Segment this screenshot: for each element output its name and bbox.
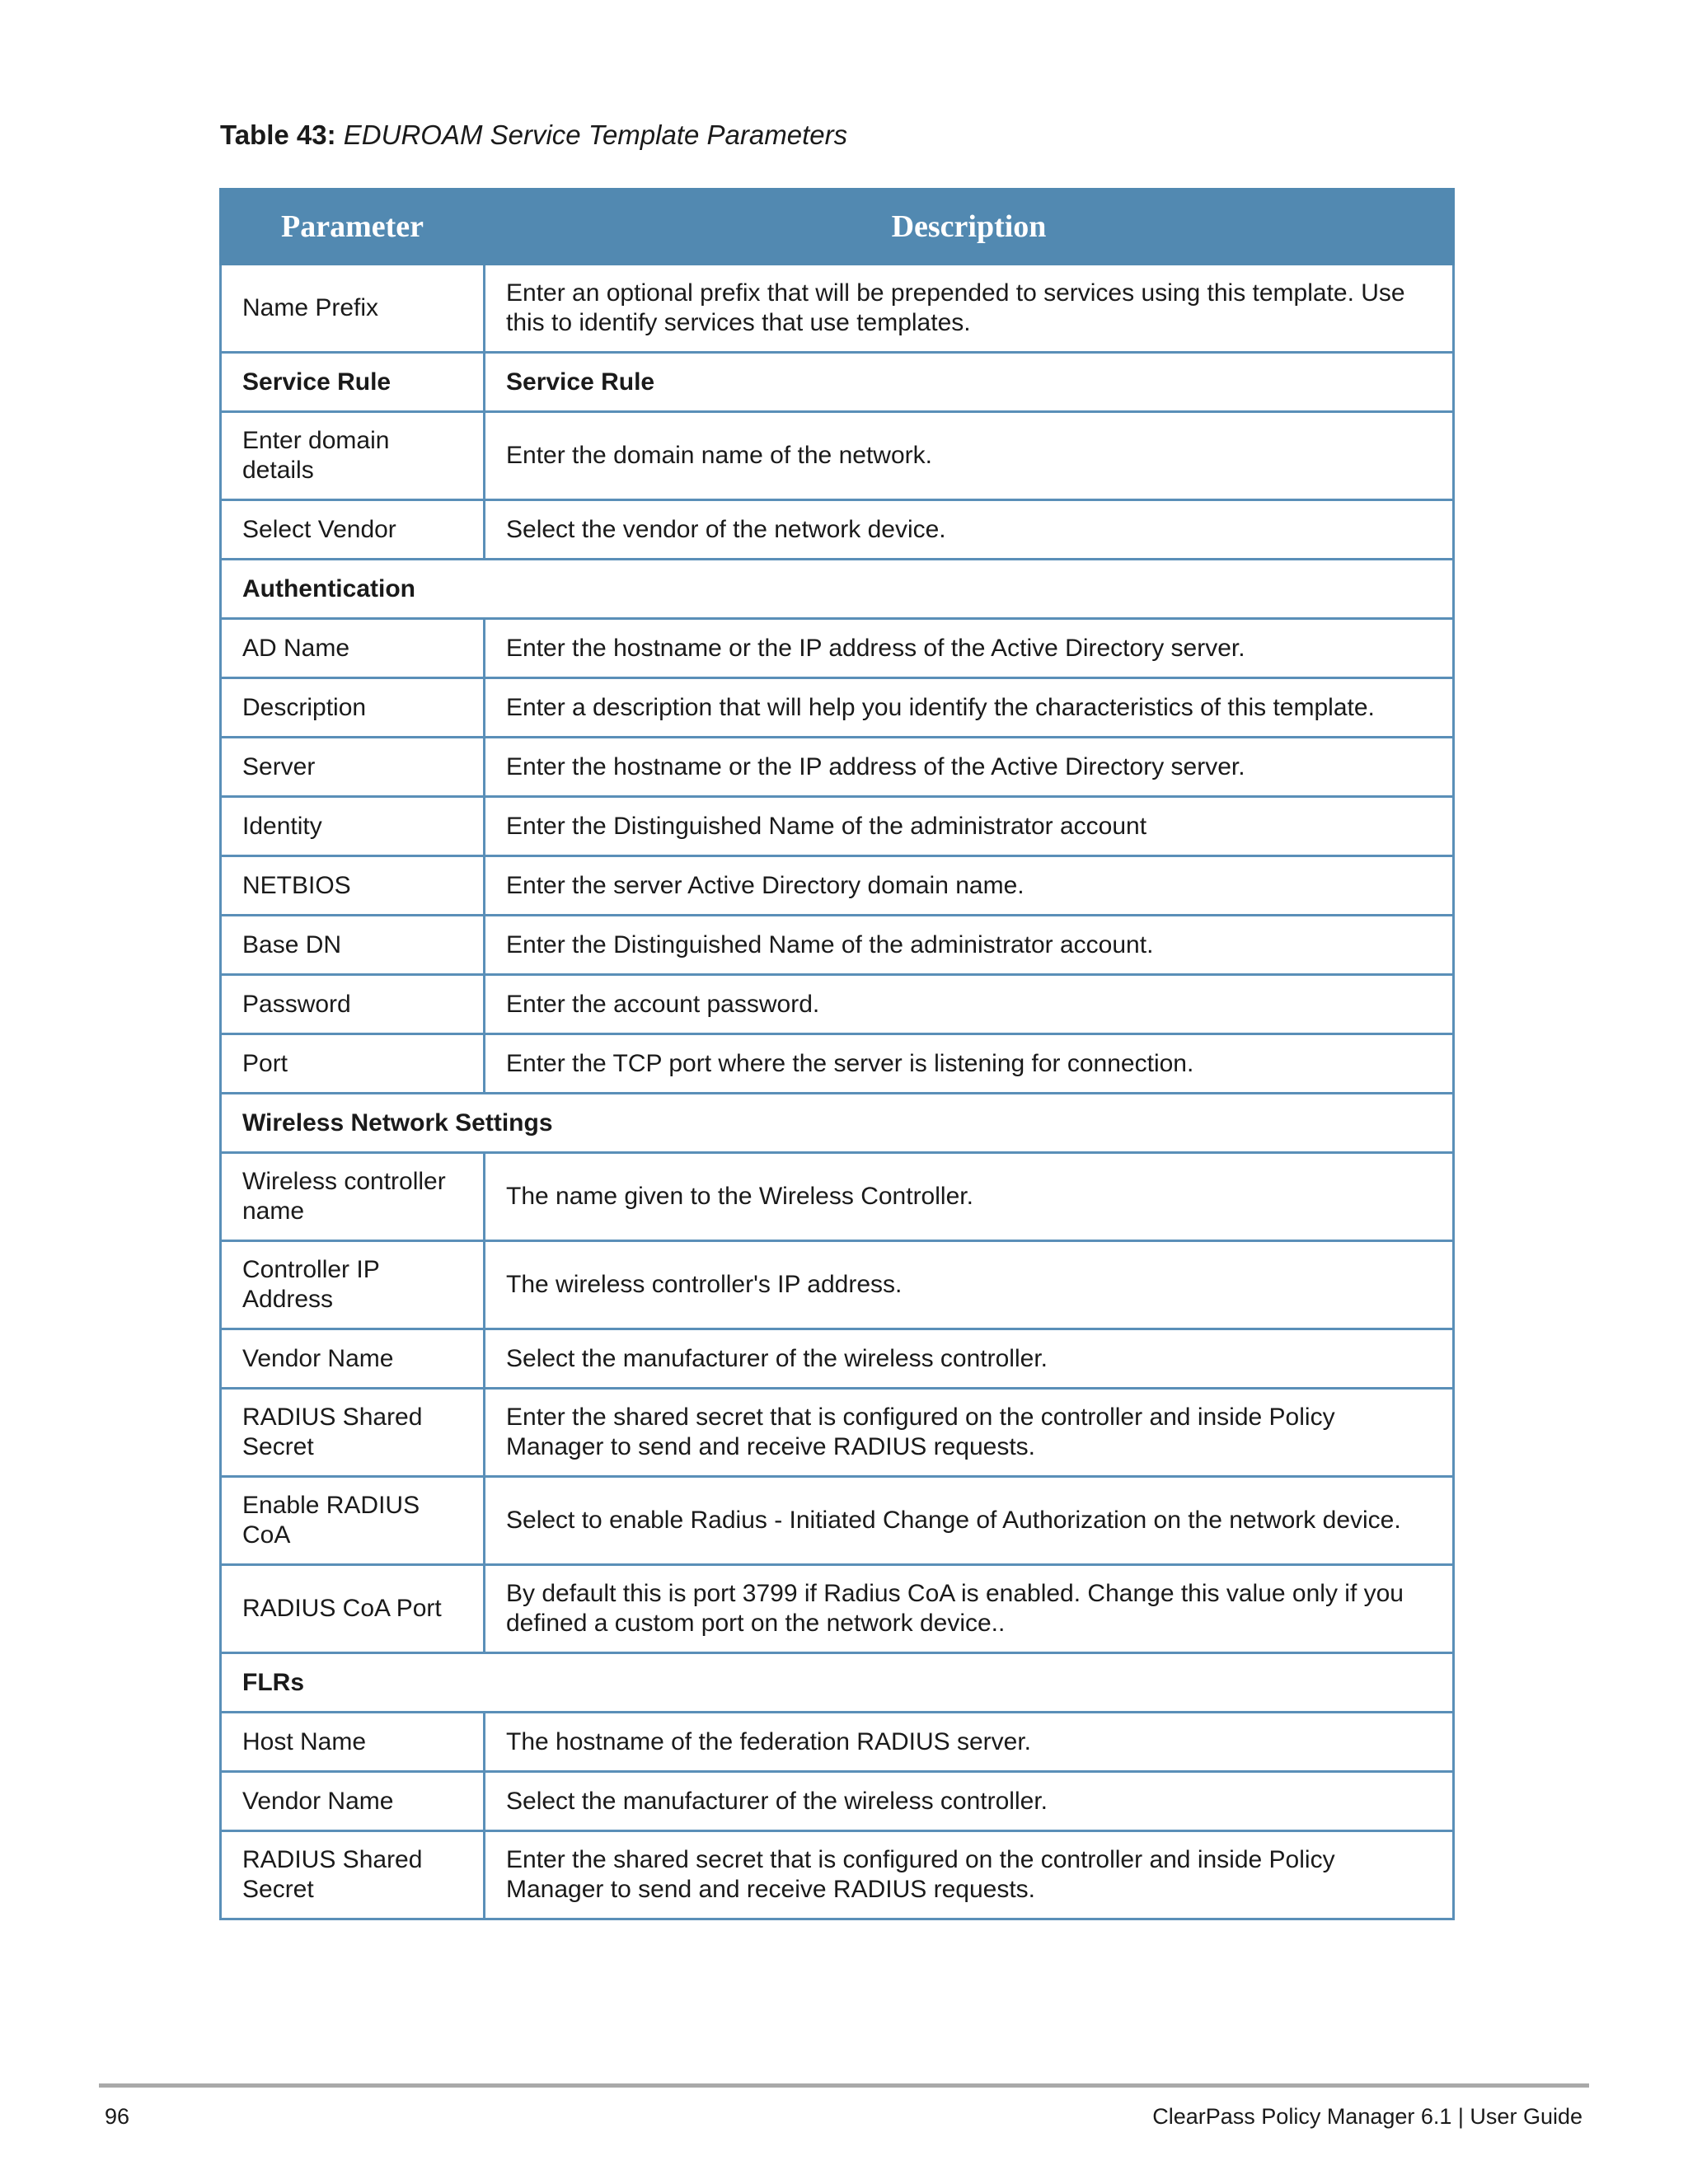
table-row — [221, 1329, 1454, 1389]
desc-cell: Enter the hostname or the IP address of the Active Directory server. — [485, 619, 1454, 678]
param-cell: Identity — [221, 797, 485, 856]
section-row — [221, 560, 1454, 619]
param-cell: Base DN — [221, 916, 485, 975]
table-caption-label: Table 43: — [220, 120, 336, 150]
table-row — [221, 738, 1454, 797]
parameters-table — [219, 188, 1455, 1920]
param-cell: Description — [221, 678, 485, 738]
table-caption — [220, 119, 847, 152]
table-row — [221, 265, 1454, 353]
table-row — [221, 916, 1454, 975]
section-row — [221, 1653, 1454, 1713]
column-header-parameter: Parameter — [221, 190, 485, 265]
desc-cell: Enter the Distinguished Name of the administrator account. — [485, 916, 1454, 975]
param-cell: Select Vendor — [221, 500, 485, 560]
param-cell: AD Name — [221, 619, 485, 678]
column-header-description: Description — [485, 190, 1454, 265]
footer-divider — [99, 2083, 1589, 2088]
table-row — [221, 1034, 1454, 1094]
desc-cell: Enter the TCP port where the server is listening for connection. — [485, 1034, 1454, 1094]
param-cell: Enter domain details — [221, 412, 485, 500]
table-caption-title: EDUROAM Service Template Parameters — [343, 120, 848, 150]
param-cell: Enable RADIUS CoA — [221, 1477, 485, 1565]
param-cell: NETBIOS — [221, 856, 485, 916]
table-row — [221, 1389, 1454, 1477]
desc-cell: Enter the shared secret that is configured on the controller and inside Policy Manager to send and receive RADIUS requests. — [485, 1831, 1454, 1919]
param-cell: Vendor Name — [221, 1329, 485, 1389]
table-header-row — [221, 190, 1454, 265]
desc-cell: Enter a description that will help you identify the characteristics of this template. — [485, 678, 1454, 738]
desc-cell: Select the vendor of the network device. — [485, 500, 1454, 560]
table-row — [221, 412, 1454, 500]
table-row — [221, 619, 1454, 678]
param-cell: Service Rule — [221, 353, 485, 412]
desc-cell: The wireless controller's IP address. — [485, 1241, 1454, 1329]
param-cell: Name Prefix — [221, 265, 485, 353]
desc-cell: By default this is port 3799 if Radius CoA is enabled. Change this value only if you defined a custom port on the network device.. — [485, 1565, 1454, 1653]
section-heading-authentication: Authentication — [221, 560, 1454, 619]
desc-cell: Enter the shared secret that is configured on the controller and inside Policy Manager to send and receive RADIUS requests. — [485, 1389, 1454, 1477]
table-row — [221, 975, 1454, 1034]
desc-cell: The hostname of the federation RADIUS server. — [485, 1713, 1454, 1772]
section-heading-flrs: FLRs — [221, 1653, 1454, 1713]
table-row — [221, 1772, 1454, 1831]
desc-cell: Select to enable Radius - Initiated Change of Authorization on the network device. — [485, 1477, 1454, 1565]
param-cell: RADIUS CoA Port — [221, 1565, 485, 1653]
param-cell: Vendor Name — [221, 1772, 485, 1831]
table-row — [221, 797, 1454, 856]
table-row — [221, 500, 1454, 560]
section-row — [221, 1094, 1454, 1153]
table-row — [221, 1713, 1454, 1772]
section-heading-wireless-network-settings: Wireless Network Settings — [221, 1094, 1454, 1153]
desc-cell: Enter an optional prefix that will be prepended to services using this template. Use this to identify services that use templates. — [485, 265, 1454, 353]
param-cell: RADIUS Shared Secret — [221, 1389, 485, 1477]
desc-cell: Enter the Distinguished Name of the administrator account — [485, 797, 1454, 856]
param-cell: Server — [221, 738, 485, 797]
table-row — [221, 678, 1454, 738]
table-row — [221, 1565, 1454, 1653]
desc-cell: Enter the hostname or the IP address of the Active Directory server. — [485, 738, 1454, 797]
footer-title: ClearPass Policy Manager 6.1 | User Guide — [1152, 2104, 1582, 2129]
param-cell: Password — [221, 975, 485, 1034]
table-row — [221, 1477, 1454, 1565]
desc-cell: Select the manufacturer of the wireless controller. — [485, 1772, 1454, 1831]
desc-cell: Enter the server Active Directory domain name. — [485, 856, 1454, 916]
desc-cell: Service Rule — [485, 353, 1454, 412]
table-row — [221, 1831, 1454, 1919]
table-row — [221, 1153, 1454, 1241]
desc-cell: Select the manufacturer of the wireless controller. — [485, 1329, 1454, 1389]
table-row — [221, 1241, 1454, 1329]
param-cell: RADIUS Shared Secret — [221, 1831, 485, 1919]
desc-cell: The name given to the Wireless Controller. — [485, 1153, 1454, 1241]
param-cell: Host Name — [221, 1713, 485, 1772]
page-number: 96 — [105, 2104, 130, 2129]
param-cell: Controller IP Address — [221, 1241, 485, 1329]
param-cell: Wireless controller name — [221, 1153, 485, 1241]
param-cell: Port — [221, 1034, 485, 1094]
table-row — [221, 856, 1454, 916]
desc-cell: Enter the account password. — [485, 975, 1454, 1034]
desc-cell: Enter the domain name of the network. — [485, 412, 1454, 500]
table-row — [221, 353, 1454, 412]
